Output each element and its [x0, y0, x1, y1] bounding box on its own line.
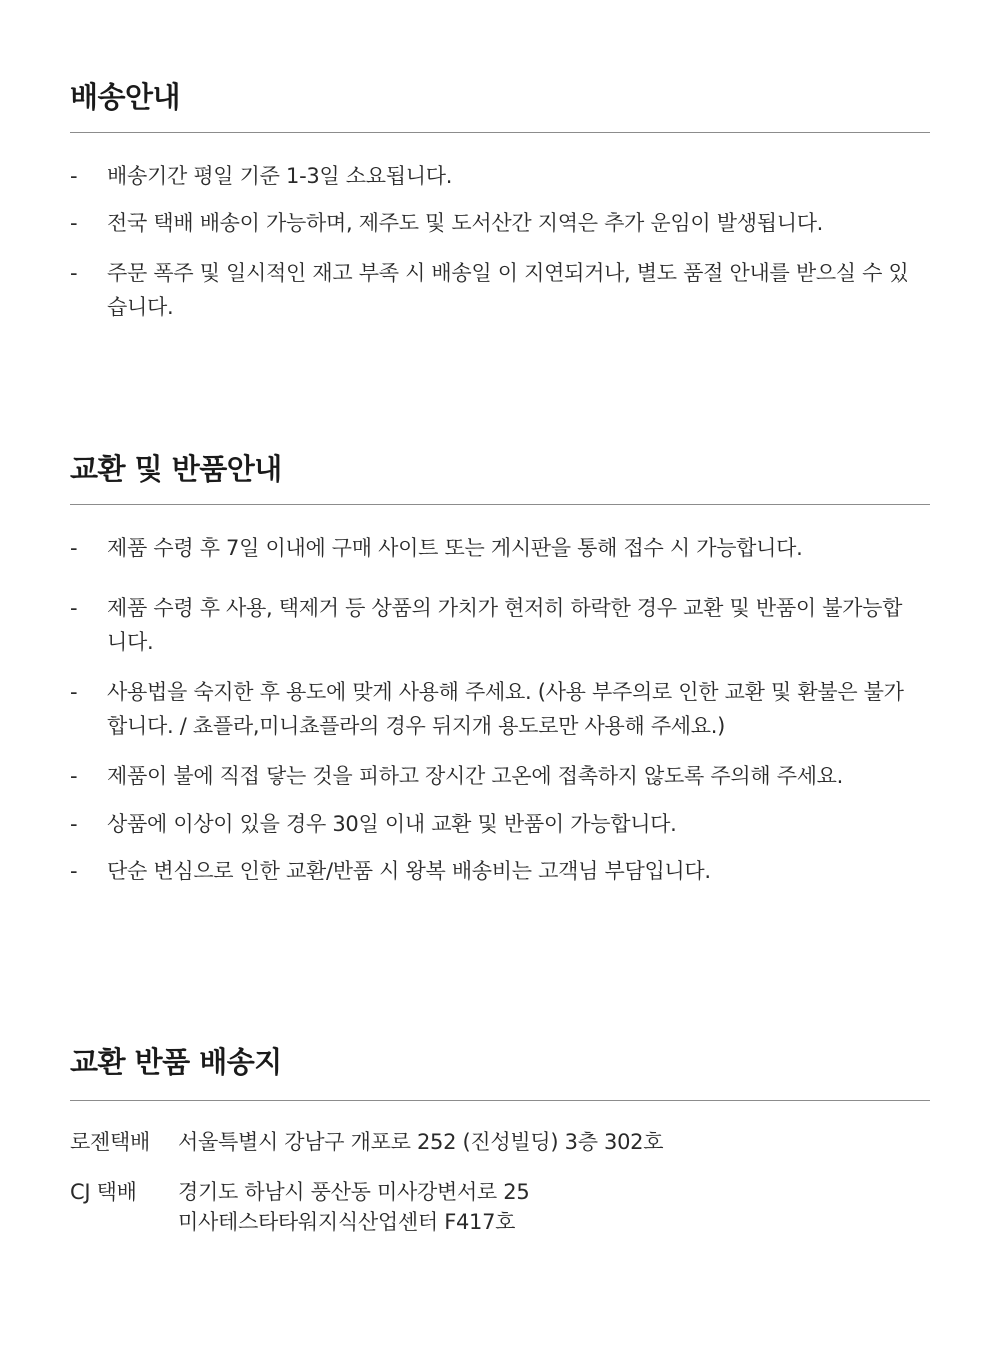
list-item: [70, 675, 930, 743]
list-item-text: 주문 폭주 및 일시적인 재고 부족 시 배송일 이 지연되거나, 별도 품절 안내를 받으실 수 있습니다.: [107, 261, 909, 319]
list-item-text: 단순 변심으로 인한 교환/반품 시 왕복 배송비는 고객님 부담입니다.: [107, 859, 711, 883]
list-item: [70, 854, 930, 888]
shipping-title: 배송안내: [70, 80, 181, 114]
bullet-dash: -: [70, 596, 78, 620]
list-item-text: 전국 택배 배송이 가능하며, 제주도 및 도서산간 지역은 추가 운임이 발생됩니다.: [107, 211, 824, 235]
bullet-dash: -: [70, 536, 78, 560]
bullet-dash: -: [70, 164, 78, 188]
bullet-dash: -: [70, 261, 78, 285]
list-item-text: 제품 수령 후 사용, 택제거 등 상품의 가치가 현저히 하락한 경우 교환 및 반품이 불가능합니다.: [107, 596, 903, 654]
bullet-dash: -: [70, 764, 78, 788]
list-item-text: 배송기간 평일 기준 1-3일 소요됩니다.: [107, 164, 453, 188]
bullet-dash: -: [70, 859, 78, 883]
carrier-name: 로젠택배: [70, 1130, 150, 1154]
carrier-address: [178, 1127, 918, 1157]
list-item: [70, 591, 930, 659]
carrier-name: CJ 택배: [70, 1180, 137, 1204]
list-item: [70, 531, 930, 565]
address-line: 서울특별시 강남구 개포로 252 (진성빌딩) 3층 302호: [178, 1130, 664, 1154]
shipping-divider: [70, 132, 930, 133]
bullet-dash: -: [70, 211, 78, 235]
list-item: [70, 807, 930, 841]
return-address-section: [70, 1042, 930, 1262]
returns-section: [70, 449, 930, 909]
returns-divider: [70, 504, 930, 505]
list-item-text: 제품 수령 후 7일 이내에 구매 사이트 또는 게시판을 통해 접수 시 가능합니다.: [107, 536, 803, 560]
address-line: 미사테스타타워지식산업센터 F417호: [178, 1210, 516, 1234]
shipping-section: [70, 77, 930, 327]
returns-title: 교환 및 반품안내: [70, 452, 282, 486]
list-item-text: 사용법을 숙지한 후 용도에 맞게 사용해 주세요. (사용 부주의로 인한 교환 및 환불은 불가합니다. / 쵸플라,미니쵸플라의 경우 뒤지개 용도로만 사용해 주세요.): [107, 680, 904, 738]
address-line: 경기도 하남시 풍산동 미사강변서로 25: [178, 1180, 530, 1204]
list-item: [70, 759, 930, 793]
return-address-title: 교환 반품 배송지: [70, 1045, 282, 1079]
list-item: [70, 256, 930, 324]
bullet-dash: -: [70, 680, 78, 704]
carrier-address: [178, 1177, 918, 1237]
list-item: [70, 159, 930, 193]
list-item-text: 상품에 이상이 있을 경우 30일 이내 교환 및 반품이 가능합니다.: [107, 812, 677, 836]
bullet-dash: -: [70, 812, 78, 836]
list-item-text: 제품이 불에 직접 닿는 것을 피하고 장시간 고온에 접촉하지 않도록 주의해 주세요.: [107, 764, 844, 788]
list-item: [70, 206, 930, 240]
return-address-divider: [70, 1100, 930, 1101]
